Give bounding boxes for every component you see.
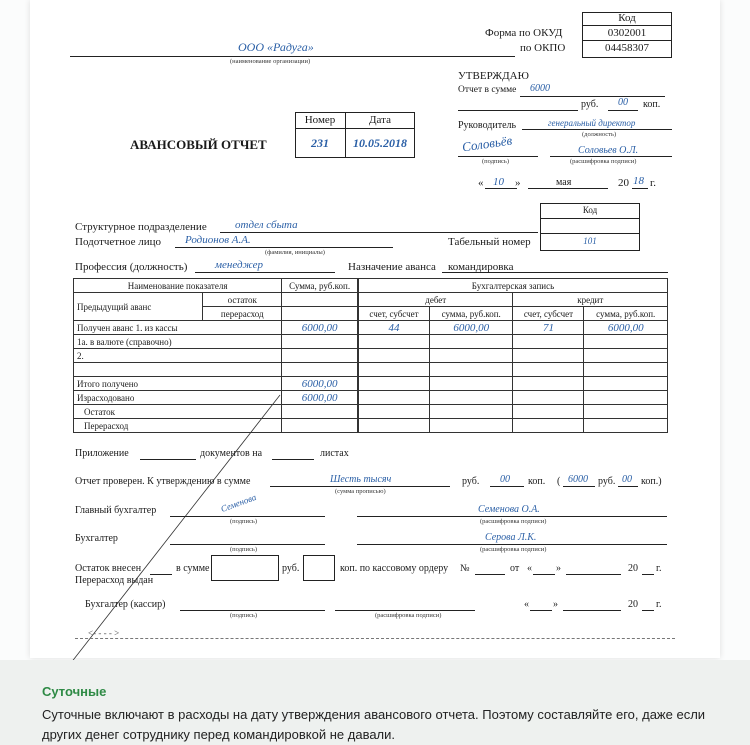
- purpose-label: Назначение аванса: [348, 261, 436, 273]
- head-name: Соловьев О.Л.: [578, 145, 639, 156]
- acc-name: Серова Л.К.: [485, 532, 537, 543]
- dept-value: отдел сбыта: [235, 219, 298, 231]
- rt-k-sum: 6000,00: [584, 321, 668, 335]
- lt-spent: Израсходовано: [74, 391, 282, 405]
- sum-words-caption: (сумма прописью): [335, 488, 386, 495]
- rt-sum-k: сумма, руб.коп.: [584, 307, 668, 321]
- lt-total-val: 6000,00: [282, 377, 358, 391]
- head-signature: Соловьёв: [461, 132, 513, 155]
- rt-k-acc: 71: [513, 321, 584, 335]
- lt-over: Перерасход: [74, 419, 282, 433]
- approve-month: мая: [556, 177, 572, 188]
- lt-received: Получен аванс 1. из кассы: [74, 321, 282, 335]
- chief-label: Главный бухгалтер: [75, 505, 157, 516]
- acc-decode-caption: (расшифровка подписи): [480, 546, 547, 553]
- lt-total: Итого получено: [74, 377, 282, 391]
- person-caption: (фамилия, инициалы): [265, 249, 325, 256]
- person-label: Подотчетное лицо: [75, 236, 162, 248]
- b-kop2: коп.): [641, 476, 662, 487]
- cut-line: <- - - - >: [88, 628, 120, 638]
- lt-pererashod: перерасход: [203, 307, 282, 321]
- checked-label: Отчет проверен. К утверждению в сумме: [75, 476, 251, 487]
- org-name: ООО «Радуга»: [238, 40, 314, 54]
- sheets-label: листах: [320, 448, 349, 459]
- okud-value: 0302001: [607, 27, 647, 39]
- okpo-value: 04458307: [605, 42, 649, 54]
- okud-label: Форма по ОКУД: [485, 27, 563, 39]
- rt-acc-k: счет, субсчет: [513, 307, 584, 321]
- org-caption: (наименование организации): [230, 58, 311, 65]
- approve-kop: коп.: [643, 99, 661, 110]
- tab-number-value: 101: [583, 236, 597, 246]
- rt-d-sum: 6000,00: [429, 321, 513, 335]
- y20-2: 20: [628, 599, 638, 610]
- year-suffix: г.: [650, 177, 657, 189]
- person-value: Родионов А.А.: [185, 234, 251, 246]
- lt-currency: 1а. в валюте (справочно): [74, 335, 282, 349]
- b-rub: руб.: [462, 476, 480, 487]
- lt-row2: 2.: [74, 349, 282, 363]
- rt-debet: дебет: [359, 293, 513, 307]
- q-close-1: »: [556, 563, 561, 574]
- q-close-2: »: [553, 599, 558, 610]
- chief-sign: Семенова: [219, 491, 258, 515]
- rest-label: Остаток внесен: [75, 563, 142, 574]
- head-position: генеральный директор: [548, 118, 636, 128]
- b-rub3: руб.: [282, 563, 300, 574]
- rt-sum-d: сумма, руб.коп.: [429, 307, 513, 321]
- in-sum: в сумме: [176, 563, 210, 574]
- b-kop-val2: 00: [622, 474, 632, 485]
- position-caption: (должность): [582, 131, 617, 138]
- rt-acc-d: счет, субсчет: [359, 307, 430, 321]
- lt-h-sum: Сумма, руб.коп.: [282, 279, 358, 293]
- acc-label: Бухгалтер: [75, 533, 118, 544]
- g-2: г.: [656, 599, 662, 610]
- q-open-1: «: [527, 563, 532, 574]
- number-label: Номер: [304, 114, 336, 126]
- rt-kredit: кредит: [513, 293, 668, 307]
- purpose-value: командировка: [448, 261, 514, 273]
- approve-day: 10: [493, 176, 504, 188]
- advance-report-form: [30, 0, 720, 658]
- sum-words: Шесть тысяч: [330, 474, 392, 485]
- okpo-label: по ОКПО: [520, 42, 566, 54]
- num-sign: №: [460, 563, 470, 574]
- approve-title: УТВЕРЖДАЮ: [458, 70, 529, 82]
- date-open: «: [478, 177, 484, 189]
- rt-d-acc: 44: [359, 321, 430, 335]
- b-rub2: руб.: [598, 476, 616, 487]
- head-sign-caption: (подпись): [482, 158, 509, 165]
- lt-ostatok: остаток: [203, 293, 282, 307]
- kod-header: Код: [618, 12, 636, 24]
- lt-prev-adv: Предыдущий аванс: [74, 293, 203, 321]
- appendix-label: Приложение: [75, 448, 129, 459]
- info-kod-label: Код: [582, 205, 598, 215]
- lt-received-val: 6000,00: [282, 321, 358, 335]
- b-kop-val: 00: [500, 474, 510, 485]
- rt-h-title: Бухгалтерская запись: [359, 279, 668, 293]
- tab-label: Табельный номер: [448, 236, 531, 248]
- b-paren: (: [557, 476, 561, 487]
- docs-on: документов на: [200, 448, 263, 459]
- lt-rest: Остаток: [74, 405, 282, 419]
- head-decode-caption: (расшифровка подписи): [570, 158, 637, 165]
- acc-sign-caption: (подпись): [230, 546, 257, 553]
- g-1: г.: [656, 563, 662, 574]
- note-text: Суточные включают в расходы на дату утверждения авансового отчета. Поэтому составляйте его, даже если других денег сотруднику перед командировкой не давали.: [42, 707, 706, 742]
- cashier-decode-caption: (расшифровка подписи): [375, 612, 442, 619]
- approve-year: 18: [633, 175, 644, 187]
- approve-rub: руб.: [581, 99, 599, 110]
- report-title: АВАНСОВЫЙ ОТЧЕТ: [130, 137, 267, 152]
- b-rub-val: 6000: [568, 474, 588, 485]
- chief-sign-caption: (подпись): [230, 518, 257, 525]
- diagonal-strike: [30, 0, 720, 700]
- date-label: Дата: [369, 114, 391, 126]
- cashier-sign-caption: (подпись): [230, 612, 257, 619]
- year-prefix: 20: [618, 177, 629, 189]
- dept-label: Структурное подразделение: [75, 221, 207, 233]
- rest-sum-box: [211, 555, 279, 581]
- note-title: Суточные: [42, 684, 107, 699]
- prof-value: менеджер: [215, 259, 264, 271]
- approve-kop-value: 00: [618, 97, 628, 108]
- report-number: 231: [311, 136, 329, 150]
- date-close: »: [515, 177, 521, 189]
- approve-sum-label: Отчет в сумме: [458, 85, 517, 95]
- lt-h-name: Наименование показателя: [74, 279, 282, 293]
- b-kop: коп.: [528, 476, 546, 487]
- report-date: 10.05.2018: [353, 136, 407, 150]
- b-kop3: коп. по кассовому ордеру: [340, 563, 449, 574]
- prof-label: Профессия (должность): [75, 261, 188, 273]
- rest-kop-box: [303, 555, 335, 581]
- cashier-label: Бухгалтер (кассир): [85, 599, 166, 610]
- from-label: от: [510, 563, 520, 574]
- lt-spent-val: 6000,00: [282, 391, 358, 405]
- chief-name: Семенова О.А.: [478, 504, 540, 515]
- head-label: Руководитель: [458, 120, 517, 131]
- over-label: Перерасход выдан: [75, 575, 154, 586]
- chief-decode-caption: (расшифровка подписи): [480, 518, 547, 525]
- y20-1: 20: [628, 563, 638, 574]
- q-open-2: «: [524, 599, 529, 610]
- approve-sum-value: 6000: [530, 83, 550, 94]
